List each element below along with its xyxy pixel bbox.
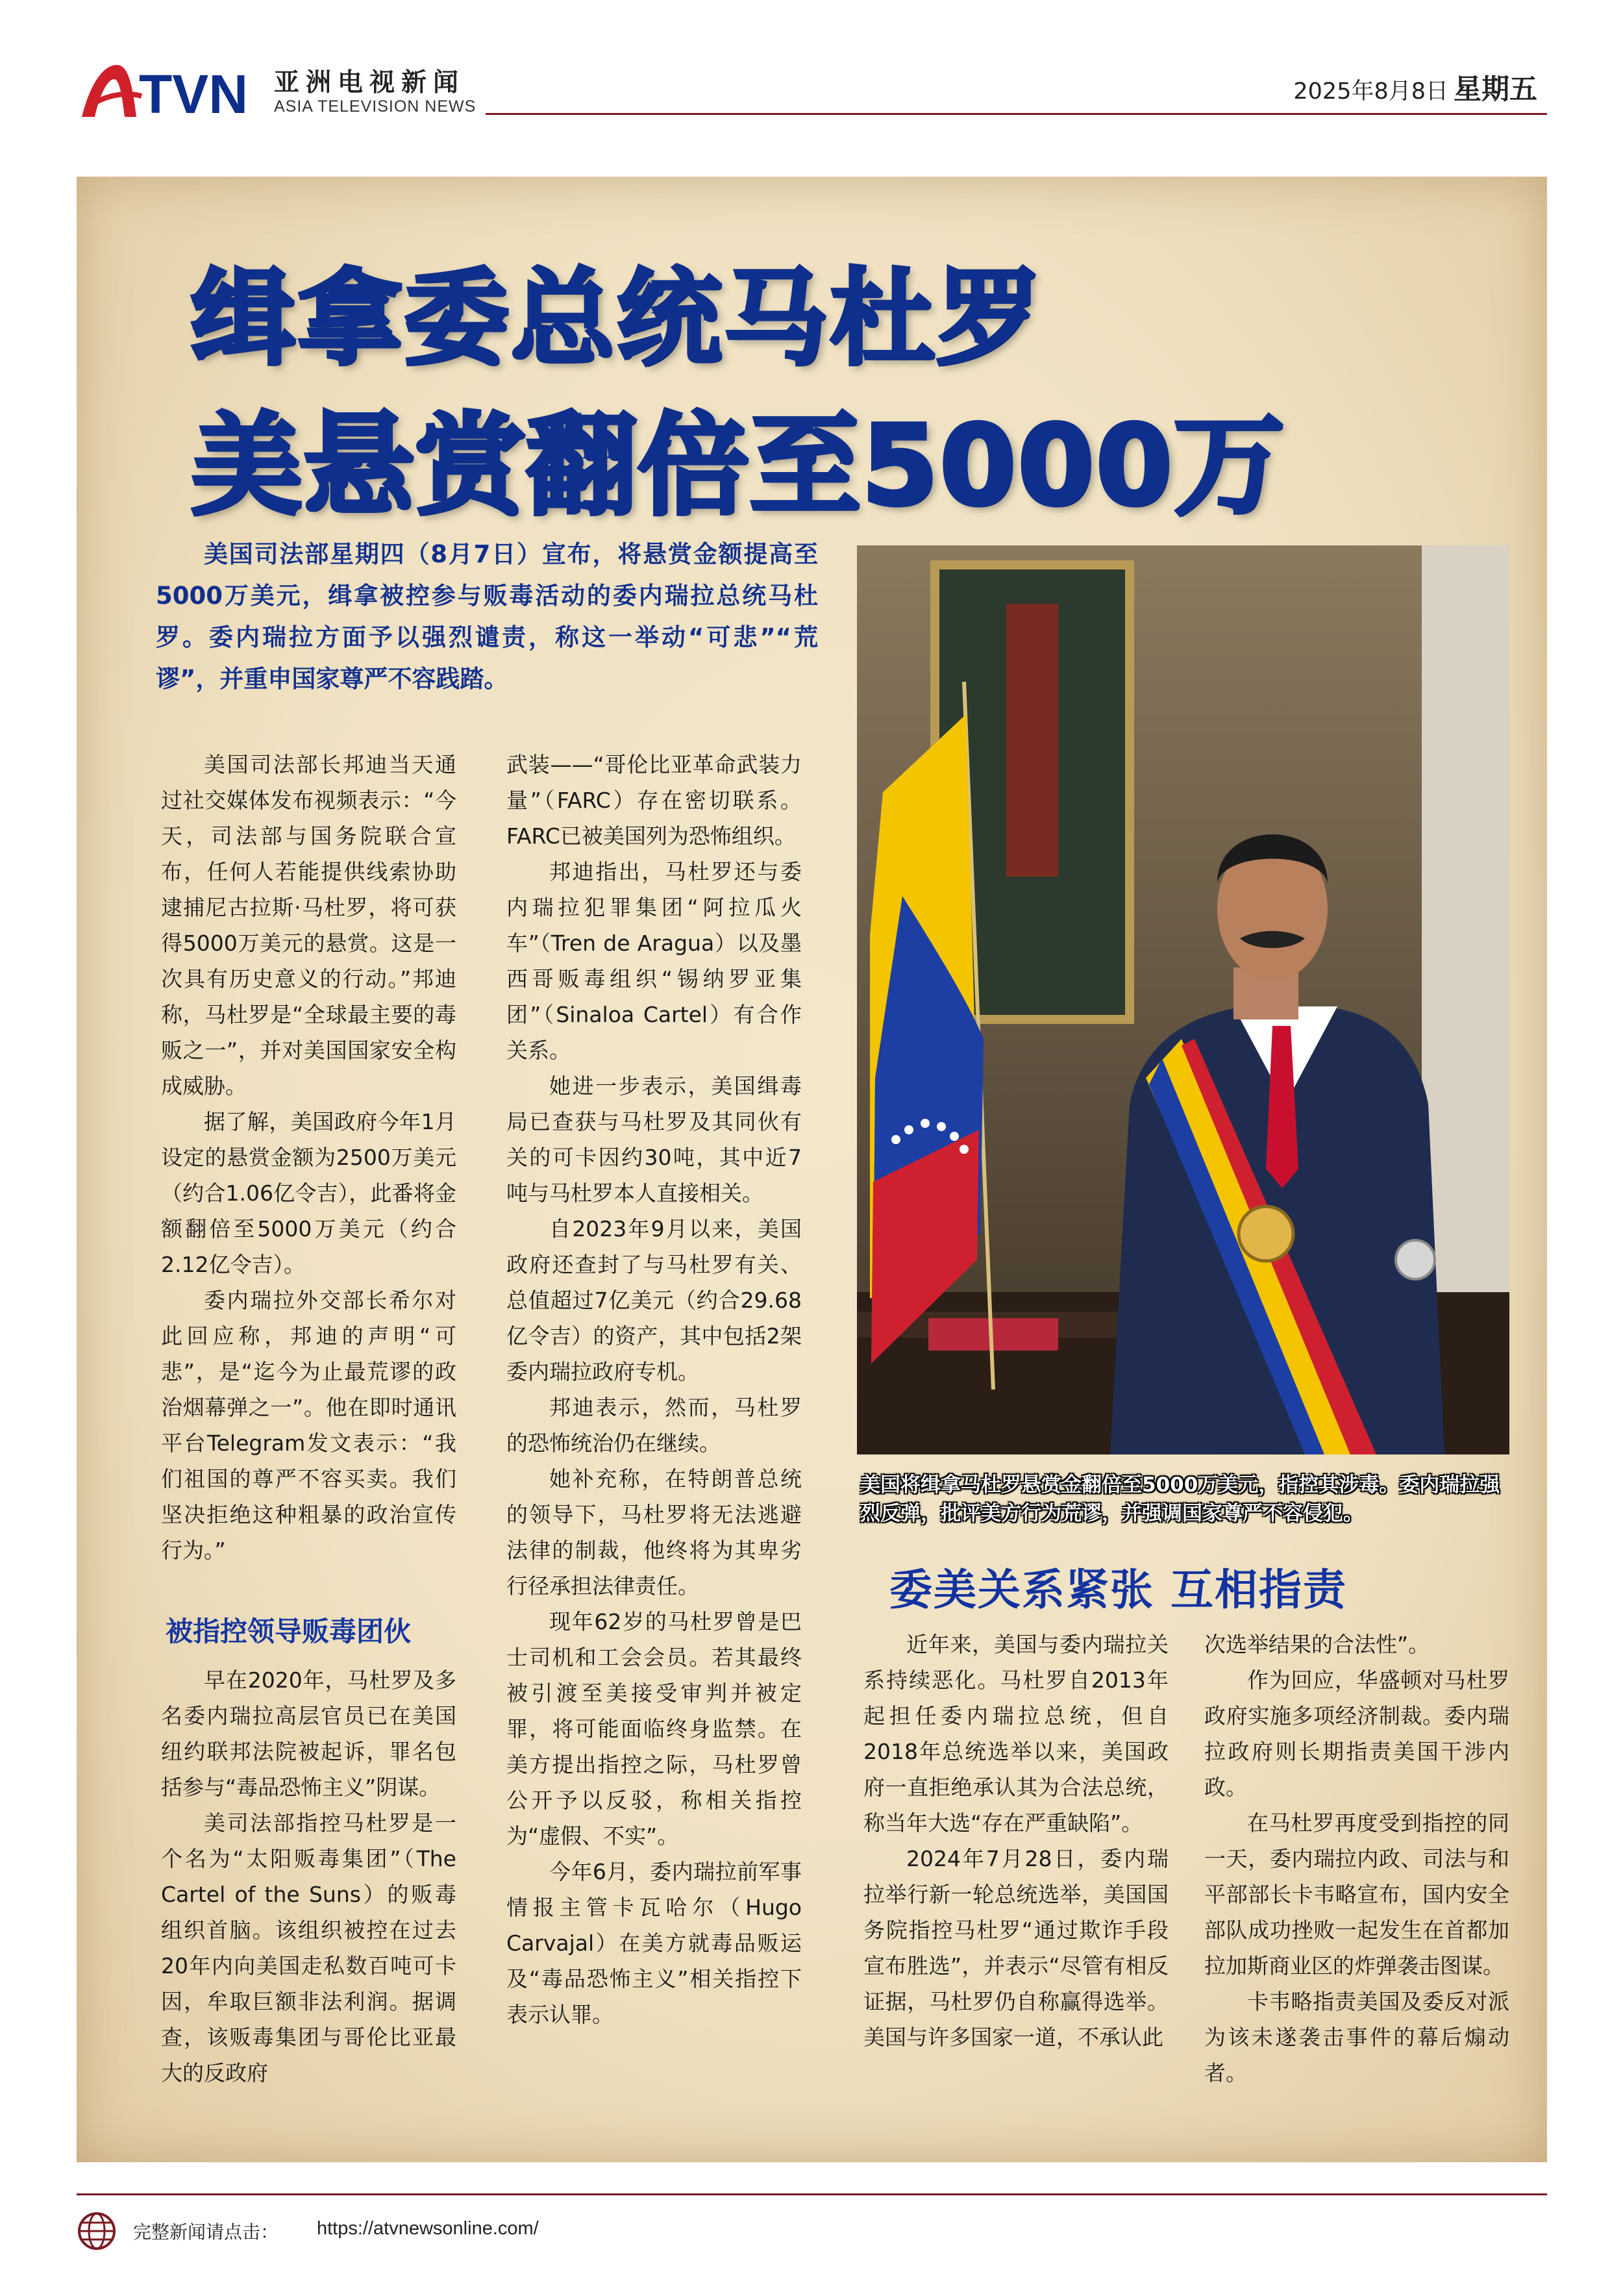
column-1	[161, 747, 456, 1568]
paragraph: 2024年7月28日，委内瑞拉举行新一轮总统选举，美国国务院指控马杜罗“通过欺诈手段宣布胜选”，并表示“尽管有相反证据，马杜罗仍自称赢得选举。美国与许多国家一道，不承认此	[863, 1846, 1169, 2050]
paragraph: 她进一步表示，美国缉毒局已查获与马杜罗及其同伙有关的可卡因约30吨，其中近7吨与马杜罗本人直接相关。	[506, 1073, 802, 1206]
paragraph: 在马杜罗再度受到指控的同一天，委内瑞拉内政、司法与和平部部长卡韦略宣布，国内安全部队成功挫败一起发生在首都加拉加斯商业区的炸弹袭击图谋。	[1204, 1810, 1509, 1978]
globe-icon	[77, 2211, 117, 2251]
column-3	[863, 1627, 1169, 2055]
issue-date	[1293, 68, 1537, 107]
weekday-text: 星期五	[1454, 73, 1537, 106]
footer-rule	[77, 2193, 1547, 2195]
brand-name-en: ASIA TELEVISION NEWS	[274, 97, 477, 116]
headline-line-1: 缉拿委总统马杜罗	[192, 258, 1044, 379]
photo-caption: 美国将缉拿马杜罗悬赏金翻倍至5000万美元，指控其涉毒。委内瑞拉强烈反弹，批评美方行为荒谬，并强调国家尊严不容侵犯。	[860, 1473, 1500, 1525]
column-2	[506, 747, 802, 2032]
paragraph: 委内瑞拉外交部长希尔对此回应称，邦迪的声明“可悲”，是“迄今为止最荒谬的政治烟幕弹之一”。他在即时通讯平台Telegram发文表示：“我们祖国的尊严不容买卖。我们坚决拒绝这种粗暴的政治宣传行为。”	[161, 1288, 456, 1563]
brand-name-cn: 亚洲电视新闻	[274, 68, 465, 97]
lead-paragraph: 美国司法部星期四（8月7日）宣布，将悬赏金额提高至5000万美元，缉拿被控参与贩毒活动的委内瑞拉总统马杜罗。委内瑞拉方面予以强烈谴责，称这一举动“可悲”“荒谬”，并重申国家尊严不容践踏。	[156, 540, 818, 693]
paragraph: 近年来，美国与委内瑞拉关系持续恶化。马杜罗自2013年起担任委内瑞拉总统，但自2018年总统选举以来，美国政府一直拒绝承认其为合法总统，称当年大选“存在严重缺陷”。	[863, 1632, 1169, 1836]
photo-illustration	[857, 545, 1509, 1454]
column-4	[1204, 1627, 1509, 2091]
paragraph: 据了解，美国政府今年1月设定的悬赏金额为2500万美元（约合1.06亿令吉），此番将金额翻倍至5000万美元（约合2.12亿令吉）。	[161, 1109, 456, 1277]
paragraph: 现年62岁的马杜罗曾是巴士司机和工会会员。若其最终被引渡至美接受审判并被定罪，将可能面临终身监禁。在美方提出指控之际，马杜罗曾公开予以反驳，称相关指控为“虚假、不实”。	[506, 1609, 802, 1849]
column-1-continued	[161, 1662, 456, 2091]
paragraph: 美国司法部长邦迪当天通过社交媒体发布视频表示：“今天，司法部与国务院联合宣布，任何人若能提供线索协助逮捕尼古拉斯·马杜罗，将可获得5000万美元的悬赏。这是一次具有历史意义的行动。”邦迪称，马杜罗是“全球最主要的毒贩之一”，并对美国国家安全构成威胁。	[161, 752, 456, 1099]
paragraph: 今年6月，委内瑞拉前军事情报主管卡瓦哈尔（Hugo Carvajal）在美方就毒品贩运及“毒品恐怖主义”相关指控下表示认罪。	[506, 1859, 802, 2027]
paragraph: 早在2020年，马杜罗及多名委内瑞拉高层官员已在美国纽约联邦法院被起诉，罪名包括参与“毒品恐怖主义”阴谋。	[161, 1667, 456, 1800]
paragraph: 卡韦略指责美国及委反对派为该未遂袭击事件的幕后煽动者。	[1204, 1989, 1509, 2086]
paragraph: 作为回应，华盛顿对马杜罗政府实施多项经济制裁。委内瑞拉政府则长期指责美国干涉内政。	[1204, 1667, 1509, 1800]
paragraph: 次选举结果的合法性”。	[1204, 1632, 1430, 1657]
paragraph: 武装——“哥伦比亚革命武装力量”（FARC）存在密切联系。FARC已被美国列为恐怖组织。	[506, 752, 802, 849]
paragraph: 美司法部指控马杜罗是一个名为“太阳贩毒集团”（The Cartel of the Suns）的贩毒组织首脑。该组织被控在过去20年内向美国走私数百吨可卡因，牟取巨额非法利润。据调查，该贩毒集团与哥伦比亚最大的反政府	[161, 1810, 456, 2086]
paragraph: 她补充称，在特朗普总统的领导下，马杜罗将无法逃避法律的制裁，他终将为其卑劣行径承担法律责任。	[506, 1466, 802, 1599]
logo-swoosh-icon	[82, 65, 136, 117]
svg-text:TVN: TVN	[139, 64, 248, 122]
footer-label: 完整新闻请点击：	[133, 2221, 279, 2243]
footer-link[interactable]: https://atvnewsonline.com/	[317, 2218, 539, 2239]
subheading-relations: 委美关系紧张 互相指责	[889, 1565, 1347, 1615]
article-photo	[857, 545, 1509, 1454]
paragraph: 自2023年9月以来，美国政府还查封了与马杜罗有关、总值超过7亿美元（约合29.68亿令吉）的资产，其中包括2架委内瑞拉政府专机。	[506, 1216, 802, 1384]
atvn-logo	[77, 60, 252, 122]
date-text: 2025年8月8日	[1293, 79, 1448, 105]
subheading-drug-gang: 被指控领导贩毒团伙	[166, 1616, 412, 1647]
header-rule	[486, 113, 1547, 115]
paragraph: 邦迪指出，马杜罗还与委内瑞拉犯罪集团“阿拉瓜火车”（Tren de Aragua）以及墨西哥贩毒组织“锡纳罗亚集团”（Sinaloa Cartel）有合作关系。	[506, 859, 802, 1063]
paragraph: 邦迪表示，然而，马杜罗的恐怖统治仍在继续。	[506, 1395, 802, 1456]
headline-line-2: 美悬赏翻倍至5000万	[192, 402, 1286, 530]
